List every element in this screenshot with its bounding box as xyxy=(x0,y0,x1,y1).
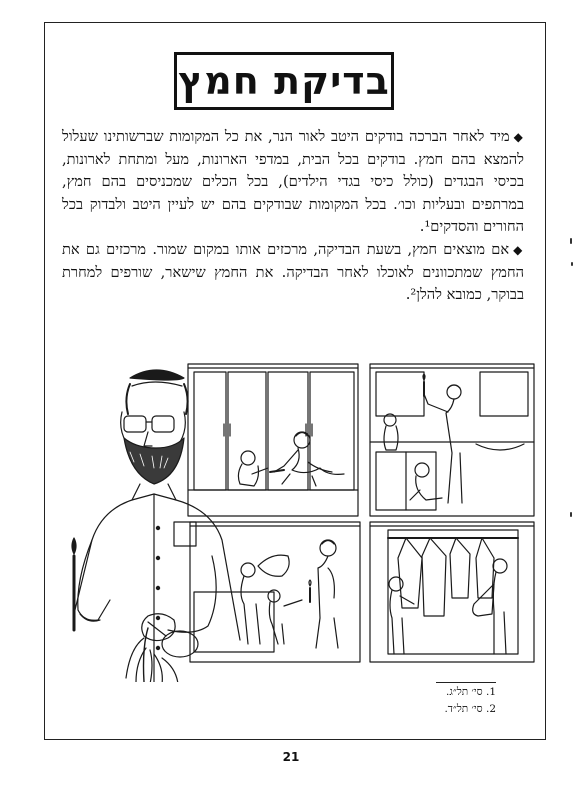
body-text xyxy=(62,126,524,307)
chametz-search-illustration xyxy=(52,352,538,682)
scene-shelves-candle xyxy=(370,364,534,516)
paragraph-text: אם מוצאים חמץ, בשעת הבדיקה, מרכזים אותו במקום שמור. מרכזים גם את החמץ שמתכוונים לאוכלו לאחר הבדיקה. את החמץ שישאר, שורפים למחרת בבוקר, כמובא להלן². xyxy=(62,240,524,304)
scene-wardrobe-clothes xyxy=(370,522,534,662)
man-with-candle-feather-spoon xyxy=(72,370,240,682)
footnotes xyxy=(300,684,496,718)
page-number: 21 xyxy=(282,750,300,764)
page-title: בדיקת חמץ xyxy=(178,59,390,103)
scene-cabinet-search xyxy=(188,364,358,516)
paragraph-2 xyxy=(62,239,524,307)
paragraph-text: מיד לאחר הברכה בודקים היטב לאור הנר, את כל המקומות שברשותינו שעלול להמצא בהם חמץ. בודקים בכל הבית, במדפי הארונות, מעל ומתחת לארונות, בכיסי הבגדים (כולל כיסי בגדי הילדים), בכל הכלים שמכניסים בהם חמץ, במרתפים ובעליות וכו׳. בכל המקומות שבודקים בהם יש לעיין היטב ולבדוק בכל החורים והסדקים¹. xyxy=(62,128,524,236)
scan-speck xyxy=(570,238,572,244)
scan-speck xyxy=(571,262,573,266)
footnote-2: 2. סי׳ תל״ד. xyxy=(444,703,496,715)
scan-speck xyxy=(570,512,572,517)
footnote-1: 1. סי׳ תל״ג. xyxy=(446,686,496,698)
title-box xyxy=(174,52,394,110)
footnote-rule xyxy=(436,682,496,683)
diamond-bullet-icon: ◆ xyxy=(513,242,524,257)
diamond-bullet-icon: ◆ xyxy=(513,130,524,144)
paragraph-1 xyxy=(62,126,524,239)
